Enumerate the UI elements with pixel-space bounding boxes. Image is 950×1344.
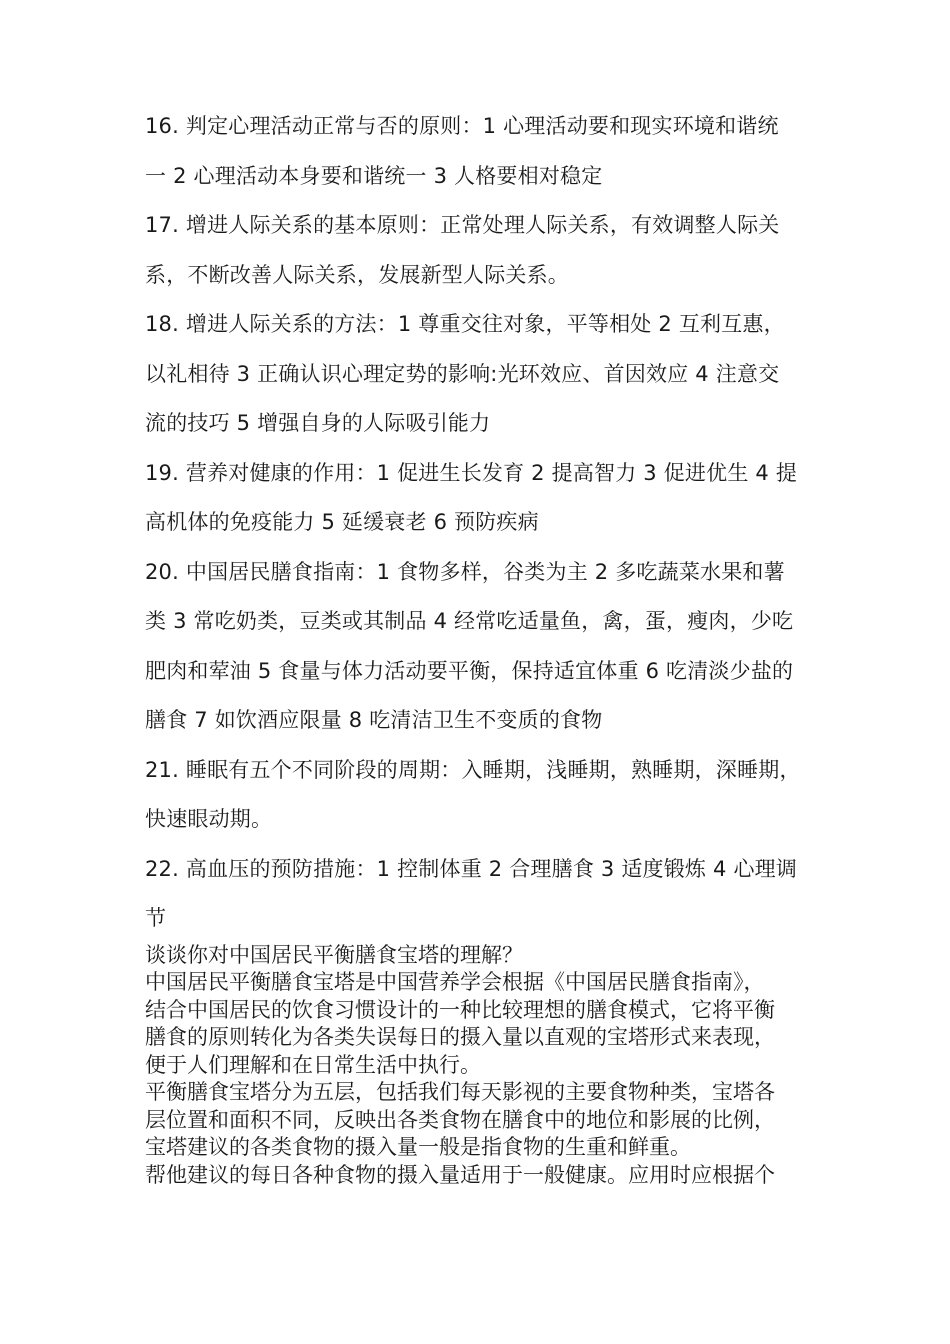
list-item-17 bbox=[145, 201, 825, 300]
text-line: 19. 营养对健康的作用：1 促进生长发育 2 提高智力 3 促进优生 4 提 bbox=[145, 460, 798, 485]
text-line: 节 bbox=[145, 906, 167, 930]
essay-question: 谈谈你对中国居民平衡膳食宝塔的理解？ bbox=[145, 943, 523, 967]
text-line: 帮他建议的每日各种食物的摄入量适用于一般健康。应用时应根据个 bbox=[145, 1162, 775, 1187]
text-line: 膳食 7 如饮酒应限量 8 吃清洁卫生不变质的食物 bbox=[145, 708, 603, 732]
text-line: 系，不断改善人际关系，发展新型人际关系。 bbox=[145, 262, 569, 287]
text-line: 18. 增进人际关系的方法：1 尊重交往对象，平等相处 2 互利互惠， bbox=[145, 312, 785, 336]
text-line: 结合中国居民的饮食习惯设计的一种比较理想的膳食模式，它将平衡 bbox=[145, 997, 775, 1022]
essay-section bbox=[145, 942, 825, 1189]
text-line: 17. 增进人际关系的基本原则：正常处理人际关系，有效调整人际关 bbox=[145, 213, 780, 237]
text-line: 膳食的原则转化为各类失误每日的摄入量以直观的宝塔形式来表现， bbox=[145, 1025, 775, 1049]
text-line: 肥肉和荤油 5 食量与体力活动要平衡，保持适宜体重 6 吃清淡少盐的 bbox=[145, 658, 794, 683]
text-line: 以礼相待 3 正确认识心理定势的影响:光环效应、首因效应 4 注意交 bbox=[145, 361, 780, 386]
text-line: 平衡膳食宝塔分为五层，包括我们每天影视的主要食物种类，宝塔各 bbox=[145, 1080, 775, 1104]
essay-paragraph bbox=[145, 1162, 825, 1190]
text-line: 高机体的免疫能力 5 延缓衰老 6 预防疾病 bbox=[145, 510, 539, 534]
text-line: 宝塔建议的各类食物的摄入量一般是指食物的生重和鲜重。 bbox=[145, 1135, 691, 1159]
list-item-19 bbox=[145, 449, 825, 548]
text-line: 类 3 常吃奶类，豆类或其制品 4 经常吃适量鱼，禽，蛋，瘦肉，少吃 bbox=[145, 609, 794, 633]
text-line: 22. 高血压的预防措施：1 控制体重 2 合理膳食 3 适度锻炼 4 心理调 bbox=[145, 856, 798, 881]
text-line: 便于人们理解和在日常生活中执行。 bbox=[145, 1052, 481, 1077]
list-item-18 bbox=[145, 300, 825, 449]
text-line: 中国居民平衡膳食宝塔是中国营养学会根据《中国居民膳食指南》， bbox=[145, 970, 765, 994]
numbered-list bbox=[145, 102, 825, 944]
text-line: 流的技巧 5 增强自身的人际吸引能力 bbox=[145, 411, 491, 435]
list-item-16 bbox=[145, 102, 825, 201]
list-item-22 bbox=[145, 845, 825, 944]
text-line: 16. 判定心理活动正常与否的原则：1 心理活动要和现实环境和谐统 bbox=[145, 114, 779, 138]
essay-paragraph bbox=[145, 1079, 825, 1162]
list-item-21 bbox=[145, 746, 825, 845]
text-line: 21. 睡眠有五个不同阶段的周期：入睡期，浅睡期，熟睡期，深睡期， bbox=[145, 757, 801, 782]
essay-paragraph bbox=[145, 969, 825, 1079]
text-line: 一 2 心理活动本身要和谐统一 3 人格要相对稳定 bbox=[145, 163, 603, 188]
text-line: 层位置和面积不同，反映出各类食物在膳食中的地位和影展的比例， bbox=[145, 1107, 775, 1132]
text-line: 20. 中国居民膳食指南：1 食物多样，谷类为主 2 多吃蔬菜水果和薯 bbox=[145, 559, 785, 584]
text-line: 快速眼动期。 bbox=[145, 807, 273, 831]
list-item-20 bbox=[145, 548, 825, 746]
